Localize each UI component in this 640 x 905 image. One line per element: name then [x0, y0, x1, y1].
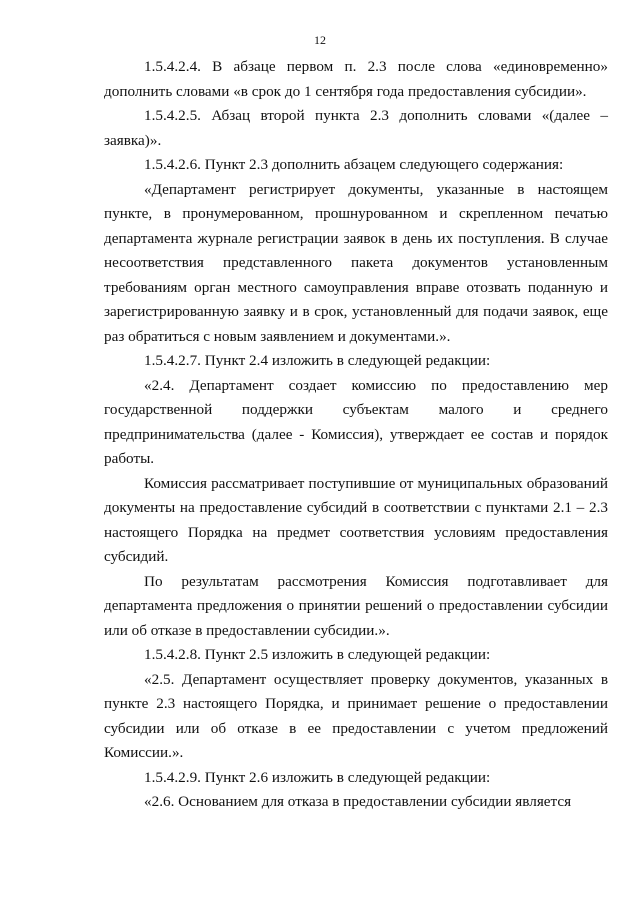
- paragraph-1-5-4-2-8: 1.5.4.2.8. Пункт 2.5 изложить в следующей редакции:: [144, 646, 491, 663]
- paragraph-1-5-4-2-4: 1.5.4.2.4. В абзаце первом п. 2.3 после слова «единовременно» дополнить словами «в срок до 1 сентября года предоставления субсидии».: [104, 58, 608, 100]
- paragraph-1-5-4-2-6: 1.5.4.2.6. Пункт 2.3 дополнить абзацем следующего содержания:: [144, 156, 564, 173]
- paragraph-quote-2-4: «2.4. Департамент создает комиссию по предоставлению мер государственной поддержки субъектам малого и среднего предпринимательства (далее - Комиссия), утверждает ее состав и порядок работы.: [104, 376, 608, 467]
- document-body: [104, 55, 608, 815]
- paragraph-1-5-4-2-7: 1.5.4.2.7. Пункт 2.4 изложить в следующей редакции:: [144, 352, 491, 369]
- paragraph-1-5-4-2-5: 1.5.4.2.5. Абзац второй пункта 2.3 дополнить словами «(далее – заявка)».: [104, 107, 608, 149]
- paragraph-quote-2-6: «2.6. Основанием для отказа в предоставлении субсидии является: [144, 793, 572, 810]
- paragraph-commission-review: Комиссия рассматривает поступившие от муниципальных образований документы на предоставление субсидий в соответствии с пунктами 2.1 – 2.3 настоящего Порядка на предмет соответствия условиям предоставления субсидий.: [104, 474, 608, 565]
- paragraph-1-5-4-2-9: 1.5.4.2.9. Пункт 2.6 изложить в следующей редакции:: [144, 768, 491, 786]
- paragraph-commission-results: По результатам рассмотрения Комиссия подготавливает для департамента предложения о принятии решений о предоставлении субсидии или об отказе в предоставлении субсидии.».: [104, 572, 608, 639]
- page-number: 12: [314, 33, 326, 47]
- paragraph-quote-2-5: «2.5. Департамент осуществляет проверку документов, указанных в пункте 2.3 настоящего Порядка, и принимает решение о предоставлении субсидии или об отказе в ее предоставлении с учетом предложений Комиссии.».: [104, 670, 608, 761]
- paragraph-quote-registration: «Департамент регистрирует документы, указанные в настоящем пункте, в пронумерованном, прошнурованном и скрепленном печатью департамента журнале регистрации заявок в день их поступления. В случае несоответствия представленного пакета документов установленным требованиям орган местного самоуправления вправе отозвать поданную и зарегистрированную заявку и в срок, установленный для подачи заявок, еще раз обратиться с новым заявлением и документами.».: [104, 180, 608, 345]
